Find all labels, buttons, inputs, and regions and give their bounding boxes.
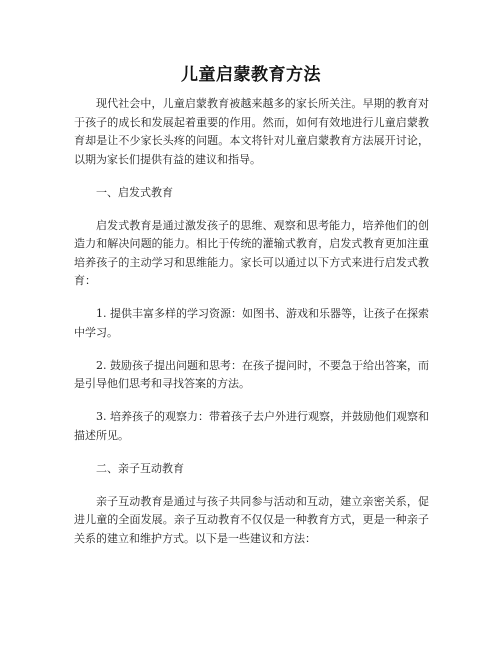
list-item-1: 1. 提供丰富多样的学习资源：如图书、游戏和乐器等，让孩子在探索中学习。 <box>74 307 429 339</box>
list-item-2: 2. 鼓励孩子提出问题和思考：在孩子提问时，不要急于给出答案，而是引导他们思考和寻找答案的方法。 <box>74 358 429 390</box>
section-2-paragraph: 亲子互动教育是通过与孩子共同参与活动和互动，建立亲密关系，促进儿童的全面发展。亲子互动教育不仅仅是一种教育方式，更是一种亲子关系的建立和维护方式。以下是一些建议和方法： <box>74 494 429 545</box>
section-heading-2: 二、亲子互动教育 <box>96 461 184 475</box>
section-heading-1: 一、启发式教育 <box>96 185 173 199</box>
document-body <box>74 95 429 563</box>
intro-paragraph: 现代社会中，儿童启蒙教育被越来越多的家长所关注。早期的教育对于孩子的成长和发展起着重要的作用。然而，如何有效地进行儿童启蒙教育却是让不少家长头疼的问题。本文将针对儿童启蒙教育方法展开讨论，以期为家长们提供有益的建议和指导。 <box>74 97 429 166</box>
section-1-paragraph: 启发式教育是通过激发孩子的思维、观察和思考能力，培养他们的创造力和解决问题的能力。相比于传统的灌输式教育，启发式教育更加注重培养孩子的主动学习和思维能力。家长可以通过以下方式来进行启发式教育： <box>74 218 429 287</box>
document-title: 儿童启蒙教育方法 <box>181 65 321 85</box>
list-item-3: 3. 培养孩子的观察力：带着孩子去户外进行观察，并鼓励他们观察和描述所见。 <box>74 410 429 442</box>
